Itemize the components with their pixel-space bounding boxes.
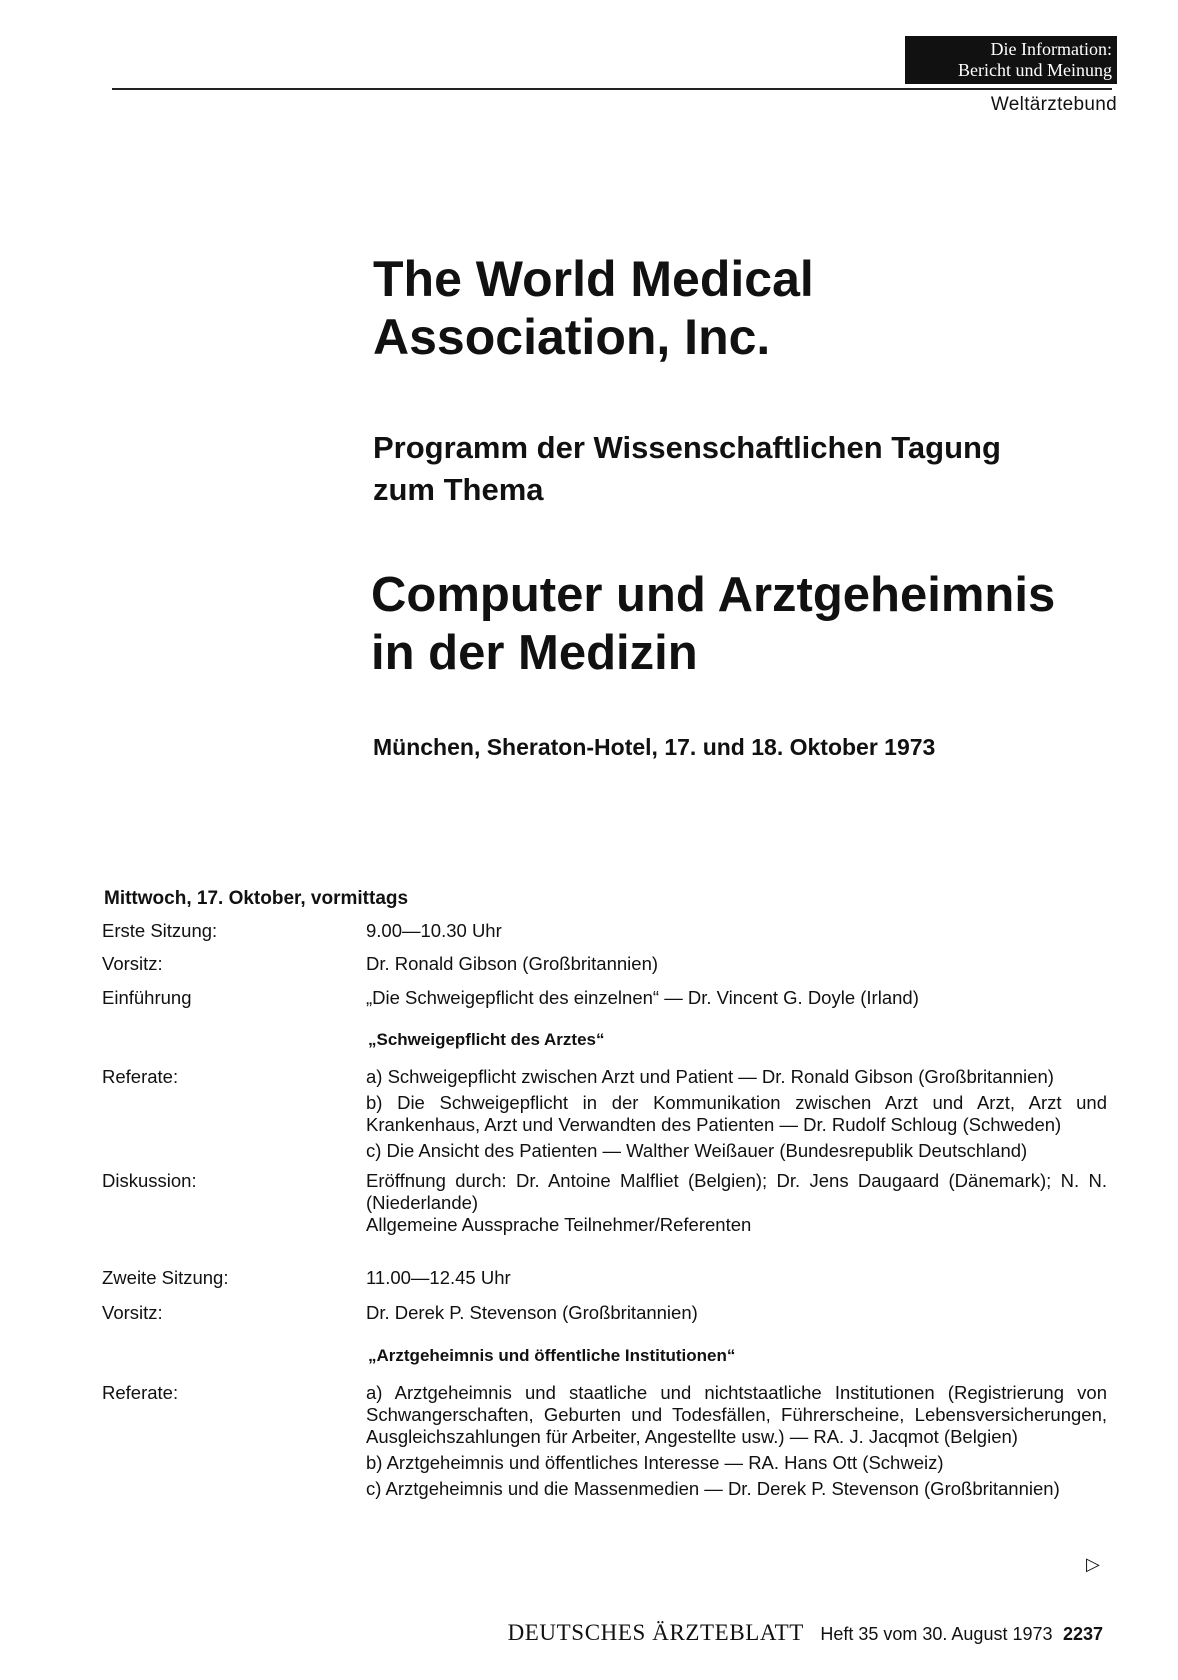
section-label-line2: Bericht und Meinung — [958, 60, 1112, 80]
session2-talks-list — [366, 1382, 1107, 1504]
subsection-label: Weltärztebund — [990, 94, 1117, 115]
session1-intro: „Die Schweigepflicht des einzelnen“ — Dr. Vincent G. Doyle (Irland) — [366, 987, 919, 1008]
session1-chair: Dr. Ronald Gibson (Großbritannien) — [366, 953, 659, 974]
session1-intro-label: Einführung — [102, 987, 192, 1008]
session2-chair-label: Vorsitz: — [102, 1302, 163, 1323]
organization-title — [373, 250, 814, 366]
list-item: a) Arztgeheimnis und staatliche und nichtstaatliche Institutionen (Registrierung von Schwangerschaften, Geburten und Todesfällen, Führerscheine, Lebensversicherungen, Ausgleichszahlungen für Arbeiter, Angestellte usw.) — RA. J. Jacqmot (Belgien) — [366, 1382, 1107, 1447]
session1-chair-label: Vorsitz: — [102, 953, 163, 974]
list-item: c) Arztgeheimnis und die Massenmedien — Dr. Derek P. Stevenson (Großbritannien) — [366, 1478, 1060, 1499]
venue-date: München, Sheraton-Hotel, 17. und 18. Oktober 1973 — [373, 734, 936, 760]
session1-label: Erste Sitzung: — [102, 920, 218, 941]
list-item: b) Die Schweigepflicht in der Kommunikation zwischen Arzt und Arzt, Arzt und Krankenhaus, Arzt und Verwandten des Patienten — Dr. Rudolf Schloug (Schweden) — [366, 1092, 1107, 1135]
organization-title-line2: Association, Inc. — [373, 309, 771, 365]
session2-time: 11.00—12.45 Uhr — [366, 1267, 511, 1288]
session2-topic: „Arztgeheimnis und öffentliche Institutionen“ — [368, 1346, 736, 1365]
header-rule — [112, 88, 1112, 90]
discussion-general: Allgemeine Aussprache Teilnehmer/Referenten — [366, 1214, 752, 1235]
list-item: c) Die Ansicht des Patienten — Walther Weißauer (Bundesrepublik Deutschland) — [366, 1140, 1028, 1161]
session1-discussion-label: Diskussion: — [102, 1170, 197, 1191]
session1-talks-list — [366, 1066, 1107, 1166]
issue-info: Heft 35 vom 30. August 1973 — [820, 1624, 1053, 1644]
session1-topic: „Schweigepflicht des Arztes“ — [368, 1030, 605, 1049]
session2-chair: Dr. Derek P. Stevenson (Großbritannien) — [366, 1302, 698, 1323]
section-label — [905, 36, 1117, 84]
program-title-line1: Programm der Wissenschaftlichen Tagung — [373, 430, 1001, 465]
list-item: a) Schweigepflicht zwischen Arzt und Patient — Dr. Ronald Gibson (Großbritannien) — [366, 1066, 1054, 1087]
program-title — [373, 427, 1133, 511]
topic-title-line1: Computer und Arztgeheimnis — [371, 568, 1056, 622]
session2-label: Zweite Sitzung: — [102, 1267, 229, 1288]
day-heading: Mittwoch, 17. Oktober, vormittags — [104, 888, 409, 909]
program-title-line2: zum Thema — [373, 472, 544, 507]
session2-talks-label: Referate: — [102, 1382, 179, 1403]
page-footer — [508, 1620, 1103, 1646]
session1-talks-label: Referate: — [102, 1066, 179, 1087]
continue-arrow-icon: ▷ — [1086, 1554, 1100, 1574]
list-item: b) Arztgeheimnis und öffentliches Interesse — RA. Hans Ott (Schweiz) — [366, 1452, 944, 1473]
journal-name: DEUTSCHES ÄRZTEBLATT — [507, 1620, 804, 1645]
session1-discussion — [366, 1170, 1107, 1236]
organization-title-line1: The World Medical — [373, 251, 814, 307]
topic-title — [371, 566, 1055, 682]
session1-time: 9.00—10.30 Uhr — [366, 920, 502, 941]
section-label-line1: Die Information: — [990, 39, 1112, 59]
topic-title-line2: in der Medizin — [371, 626, 698, 680]
page-number: 2237 — [1062, 1624, 1103, 1644]
discussion-opening: Eröffnung durch: Dr. Antoine Malfliet (Belgien); Dr. Jens Daugaard (Dänemark); N. N. (Niederlande) — [366, 1170, 1107, 1213]
